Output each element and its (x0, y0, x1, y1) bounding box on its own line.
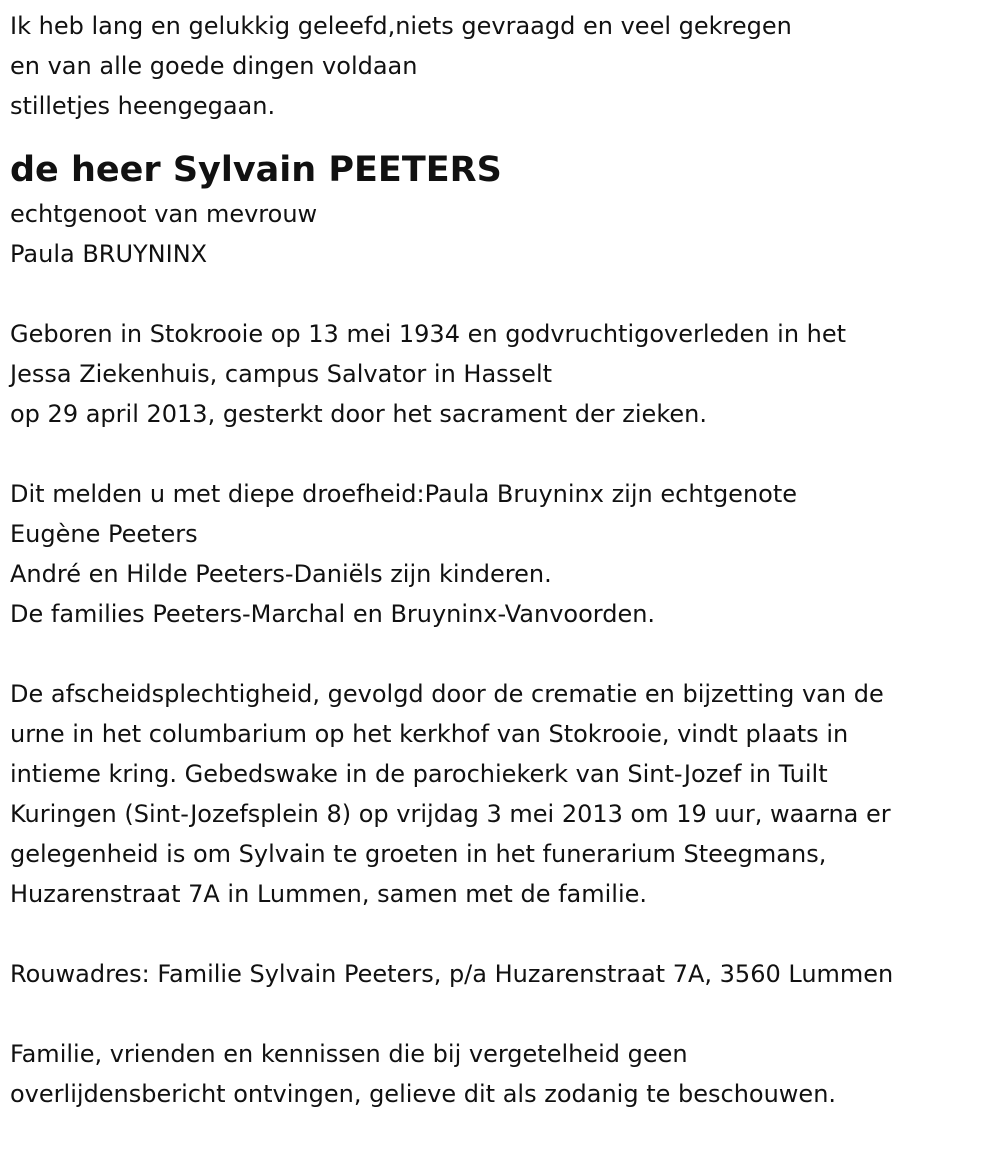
deceased-section (10, 146, 995, 274)
family-line: André en Hilde Peeters-Daniëls zijn kinderen. (10, 560, 552, 588)
ceremony-section (10, 674, 995, 914)
family-section (10, 474, 995, 634)
birth-death-line: Jessa Ziekenhuis, campus Salvator in Hasselt (10, 360, 553, 388)
address-section (10, 954, 995, 994)
poem-line: stilletjes heengegaan. (10, 92, 276, 120)
spacer (10, 994, 995, 1034)
family-line: Dit melden u met diepe droefheid:Paula Bruyninx zijn echtgenote (10, 480, 798, 508)
spacer (10, 274, 995, 314)
ceremony-line: De afscheidsplechtigheid, gevolgd door de crematie en bijzetting van de (10, 680, 884, 708)
death-notice (10, 6, 995, 1114)
closing-section (10, 1034, 995, 1114)
ceremony-line: intieme kring. Gebedswake in de parochiekerk van Sint-Jozef in Tuilt (10, 760, 828, 788)
ceremony-line: Kuringen (Sint-Jozefsplein 8) op vrijdag 3 mei 2013 om 19 uur, waarna er (10, 800, 891, 828)
relation-text: echtgenoot van mevrouw (10, 200, 318, 228)
birth-death-line: op 29 april 2013, gesterkt door het sacrament der zieken. (10, 400, 707, 428)
family-line: De families Peeters-Marchal en Bruyninx-Vanvoorden. (10, 600, 656, 628)
ceremony-line: Huzarenstraat 7A in Lummen, samen met de familie. (10, 880, 648, 908)
family-line: Eugène Peeters (10, 520, 198, 548)
poem-line: en van alle goede dingen voldaan (10, 52, 418, 80)
ceremony-line: gelegenheid is om Sylvain te groeten in het funerarium Steegmans, (10, 840, 827, 868)
ceremony-line: urne in het columbarium op het kerkhof van Stokrooie, vindt plaats in (10, 720, 849, 748)
closing-line: Familie, vrienden en kennissen die bij vergetelheid geen (10, 1040, 688, 1068)
poem-section (10, 6, 995, 126)
mourning-address: Rouwadres: Familie Sylvain Peeters, p/a Huzarenstraat 7A, 3560 Lummen (10, 960, 894, 988)
birth-death-line: Geboren in Stokrooie op 13 mei 1934 en godvruchtigoverleden in het (10, 320, 847, 348)
spouse-name: Paula BRUYNINX (10, 240, 208, 268)
spacer (10, 126, 995, 146)
poem-line: Ik heb lang en gelukkig geleefd,niets gevraagd en veel gekregen (10, 12, 792, 40)
spacer (10, 634, 995, 674)
birth-death-section (10, 314, 995, 434)
spacer (10, 914, 995, 954)
spacer (10, 434, 995, 474)
deceased-name: de heer Sylvain PEETERS (10, 150, 502, 190)
closing-line: overlijdensbericht ontvingen, gelieve dit als zodanig te beschouwen. (10, 1080, 837, 1108)
